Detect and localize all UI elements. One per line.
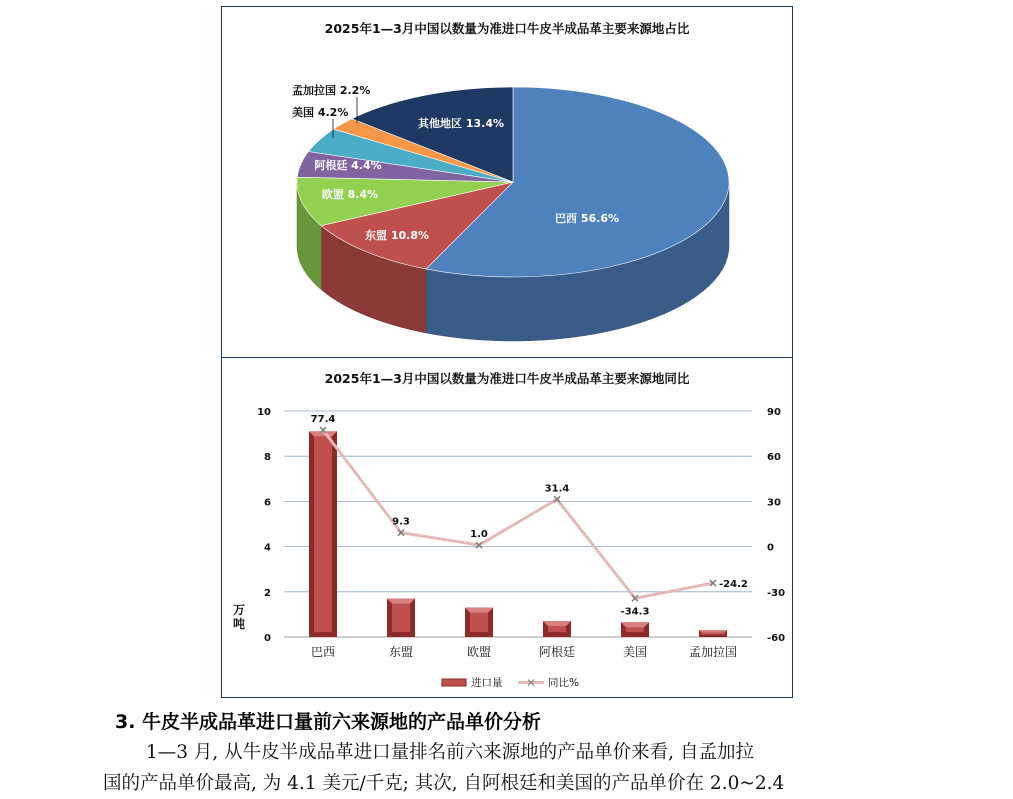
pie-label-4: 美国 4.2% xyxy=(292,106,349,119)
pie-label-1: 东盟 10.8% xyxy=(365,229,429,242)
bar-0 xyxy=(309,431,337,637)
pie-label-0: 巴西 56.6% xyxy=(555,212,619,225)
x-category-label: 巴西 xyxy=(310,645,336,659)
y-axis-unit-label: 吨 xyxy=(232,617,246,631)
y-tick-label: 4 xyxy=(264,542,271,554)
y2-tick-label: -30 xyxy=(767,587,786,599)
y-tick-label: 2 xyxy=(264,587,271,599)
bar-chart-title: 2025年1—3月中国以数量为准进口牛皮半成品革主要来源地同比 xyxy=(324,371,690,386)
legend-label-volume: 进口量 xyxy=(471,677,503,689)
bar-line-chart xyxy=(221,358,793,698)
y2-tick-label: 0 xyxy=(767,542,774,554)
bar-4 xyxy=(621,622,649,637)
body-text-line-1: 1—3 月, 从牛皮半成品革进口量排名前六来源地的产品单价来看, 自孟加拉 xyxy=(146,742,754,763)
y2-tick-label: -60 xyxy=(767,633,786,644)
yoy-data-label: 1.0 xyxy=(470,529,488,541)
bar-chart-canvas xyxy=(222,358,794,698)
x-category-label: 孟加拉国 xyxy=(688,645,738,659)
x-category-label: 美国 xyxy=(622,645,648,659)
yoy-line xyxy=(323,430,713,598)
x-category-label: 欧盟 xyxy=(466,645,492,659)
pie-label-6: 其他地区 13.4% xyxy=(418,117,504,130)
pie-chart-title: 2025年1—3月中国以数量为准进口牛皮半成品革主要来源地占比 xyxy=(324,21,690,36)
bar-2 xyxy=(465,608,493,637)
legend-label-yoy: 同比% xyxy=(548,677,579,689)
y2-tick-label: 30 xyxy=(767,497,781,509)
x-category-label: 东盟 xyxy=(388,645,414,659)
pie-chart xyxy=(221,6,793,358)
pie-label-5: 孟加拉国 2.2% xyxy=(292,84,371,97)
section-heading: 3. 牛皮半成品革进口量前六来源地的产品单价分析 xyxy=(115,711,542,733)
bar-3 xyxy=(543,621,571,637)
y2-tick-label: 60 xyxy=(767,452,781,464)
chart-legend xyxy=(442,676,579,689)
pie-label-2: 欧盟 8.4% xyxy=(321,188,379,201)
y-axis-unit-label: 万 xyxy=(232,603,246,617)
pie-chart-canvas xyxy=(222,7,794,359)
y-tick-label: 0 xyxy=(264,633,271,644)
yoy-data-label: 31.4 xyxy=(544,483,570,495)
yoy-data-label: 9.3 xyxy=(392,516,410,528)
y-tick-label: 6 xyxy=(264,497,271,509)
pie-label-3: 阿根廷 4.4% xyxy=(314,159,382,172)
bar-1 xyxy=(387,599,415,637)
body-text-line-2: 国的产品单价最高, 为 4.1 美元/千克; 其次, 自阿根廷和美国的产品单价在 2.0~2.4 xyxy=(103,773,785,794)
x-category-label: 阿根廷 xyxy=(538,645,576,659)
y2-tick-label: 90 xyxy=(767,407,781,418)
y-tick-label: 8 xyxy=(264,452,271,464)
yoy-data-label: -24.2 xyxy=(719,579,748,591)
yoy-data-label: -34.3 xyxy=(620,606,650,618)
y-tick-label: 10 xyxy=(257,407,271,418)
yoy-data-label: 77.4 xyxy=(310,413,336,425)
bar-5 xyxy=(699,630,727,637)
